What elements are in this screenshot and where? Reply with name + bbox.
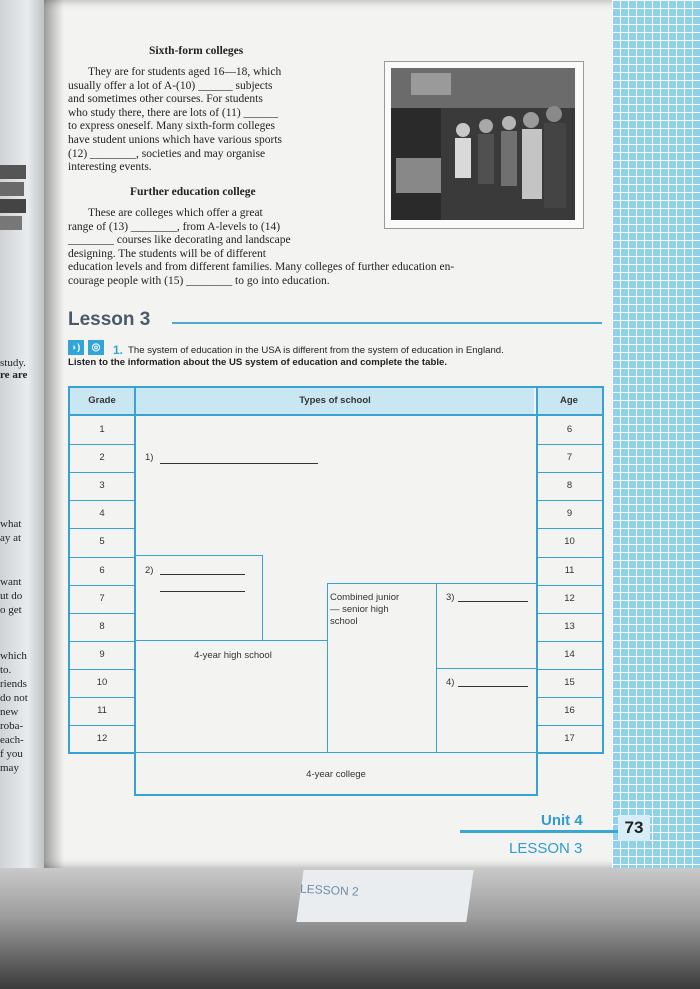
unit-label: Unit 4 xyxy=(541,812,583,829)
four-year-high-school: 4-year high school xyxy=(194,650,272,661)
left-fragment: ay at xyxy=(0,532,22,544)
header-age: Age xyxy=(536,388,602,414)
four-year-college: 4-year college xyxy=(306,769,366,780)
table-border xyxy=(436,668,536,669)
grade-cell: 2 xyxy=(99,452,105,464)
grade-cell: 12 xyxy=(96,733,108,745)
left-fragment: to. xyxy=(0,664,12,676)
left-fragment: new xyxy=(0,706,19,718)
sixth-form-heading: Sixth-form colleges xyxy=(149,45,244,57)
page-number: 73 xyxy=(618,815,650,841)
left-fragment: do not xyxy=(0,692,28,704)
lesson-title-rule xyxy=(172,322,602,324)
further-education-heading: Further education college xyxy=(130,186,256,198)
lesson-title: Lesson 3 xyxy=(68,309,151,330)
age-cell: 7 xyxy=(566,452,573,464)
table-border xyxy=(68,414,604,416)
text-line: who study there, there are lots of (11) ______ xyxy=(68,106,279,119)
age-cell: 8 xyxy=(566,480,573,492)
blank-1-label: 1) xyxy=(145,452,154,463)
text-line: courage people with (15) ________ to go into education. xyxy=(68,274,330,287)
left-fragment: which xyxy=(0,650,27,662)
left-fragment: what xyxy=(0,518,22,530)
task-text: The system of education in the USA is different from the system of education in England. xyxy=(128,345,504,356)
task-instruction: Listen to the information about the US system of education and complete the table. xyxy=(68,357,447,368)
text-line: education levels and from different families. Many colleges of further education en- xyxy=(68,261,455,274)
blank-3-line[interactable] xyxy=(458,600,528,602)
photo-image xyxy=(391,68,575,220)
table-border xyxy=(134,386,136,796)
age-cell: 12 xyxy=(564,592,575,604)
education-system-table xyxy=(68,386,604,796)
grade-cell: 9 xyxy=(99,648,105,660)
age-cell: 14 xyxy=(564,648,575,660)
grade-cell: 8 xyxy=(99,620,105,632)
bottom-tab-label: LESSON 2 xyxy=(299,881,360,899)
text-line: ________ courses like decorating and landscape xyxy=(68,234,291,247)
text-line: They are for students aged 16—18, which xyxy=(88,66,282,78)
text-line: usually offer a lot of A-(10) ______ subjects xyxy=(68,79,273,92)
age-cell: 13 xyxy=(564,620,575,632)
cd-icon[interactable]: ◎ xyxy=(88,340,104,355)
age-cell: 9 xyxy=(566,508,573,520)
age-cell: 17 xyxy=(564,733,575,745)
task-number: 1. xyxy=(113,343,124,357)
table-border xyxy=(602,386,604,754)
sixth-form-paragraph xyxy=(68,66,282,175)
text-line: These are colleges which offer a great xyxy=(88,207,263,219)
blank-1-line[interactable] xyxy=(160,462,318,464)
grade-cell: 5 xyxy=(99,536,105,548)
age-cell: 16 xyxy=(564,705,575,716)
unit-rule xyxy=(460,830,618,833)
blank-2-line[interactable] xyxy=(160,573,245,575)
left-fragment: study. xyxy=(0,357,26,369)
table-border xyxy=(136,752,536,753)
grade-cell: 3 xyxy=(99,480,105,492)
grade-cell: 11 xyxy=(97,705,107,716)
age-cell: 11 xyxy=(564,564,575,576)
age-cell: 6 xyxy=(566,424,573,435)
table-border xyxy=(136,555,262,556)
book-stack-icon xyxy=(0,160,28,245)
left-fragment: may xyxy=(0,762,19,774)
text-line: have student unions which have various sports xyxy=(68,133,282,146)
grade-cell: 1 xyxy=(99,424,105,435)
blank-3-label: 3) xyxy=(446,592,455,603)
table-border xyxy=(262,555,263,640)
left-fragment: each- xyxy=(0,734,24,746)
text-line: (12) ________, societies and may organise xyxy=(68,147,266,160)
table-border xyxy=(327,583,536,584)
table-border xyxy=(327,583,328,753)
age-cell: 15 xyxy=(564,676,575,688)
age-cell: 10 xyxy=(564,536,575,548)
text-line: and sometimes other courses. For students xyxy=(68,93,263,106)
left-fragment: want xyxy=(0,576,22,588)
blank-4-line[interactable] xyxy=(458,685,528,687)
page-side-grid-strip xyxy=(612,0,700,868)
blank-2-label: 2) xyxy=(145,565,154,576)
header-types-of-school: Types of school xyxy=(136,388,534,414)
header-grade: Grade xyxy=(70,388,134,414)
text-line: to express oneself. Many sixth-form colleges xyxy=(68,120,275,133)
table-border xyxy=(68,386,604,388)
left-fragment: ut do xyxy=(0,590,23,602)
grade-cell: 6 xyxy=(99,564,105,576)
text-line: range of (13) ________, from A-levels to (14) xyxy=(68,220,281,233)
classroom-photo xyxy=(384,61,584,229)
left-fragment: roba- xyxy=(0,720,24,732)
blank-4-label: 4) xyxy=(446,677,455,688)
grade-cell: 10 xyxy=(96,676,108,688)
grade-cell: 4 xyxy=(99,508,105,520)
combined-junior-senior-high-school: Combined junior— senior high school xyxy=(330,592,400,627)
left-fragment: riends xyxy=(0,678,27,690)
audio-icon[interactable]: ◗) xyxy=(68,340,84,355)
text-line: designing. The students will be of different xyxy=(68,247,266,260)
table-border xyxy=(134,794,538,796)
page-gutter-shadow xyxy=(44,0,64,868)
lesson-footer-label: LESSON 3 xyxy=(509,840,583,857)
left-fragment: re are xyxy=(0,369,28,381)
left-fragment: f you xyxy=(0,748,23,760)
photo-illustration xyxy=(391,68,575,220)
blank-2-line-2[interactable] xyxy=(160,590,245,592)
left-fragment: o get xyxy=(0,604,22,616)
grade-cell: 7 xyxy=(99,592,105,604)
table-border xyxy=(136,640,328,641)
text-line: interesting events. xyxy=(68,161,152,174)
